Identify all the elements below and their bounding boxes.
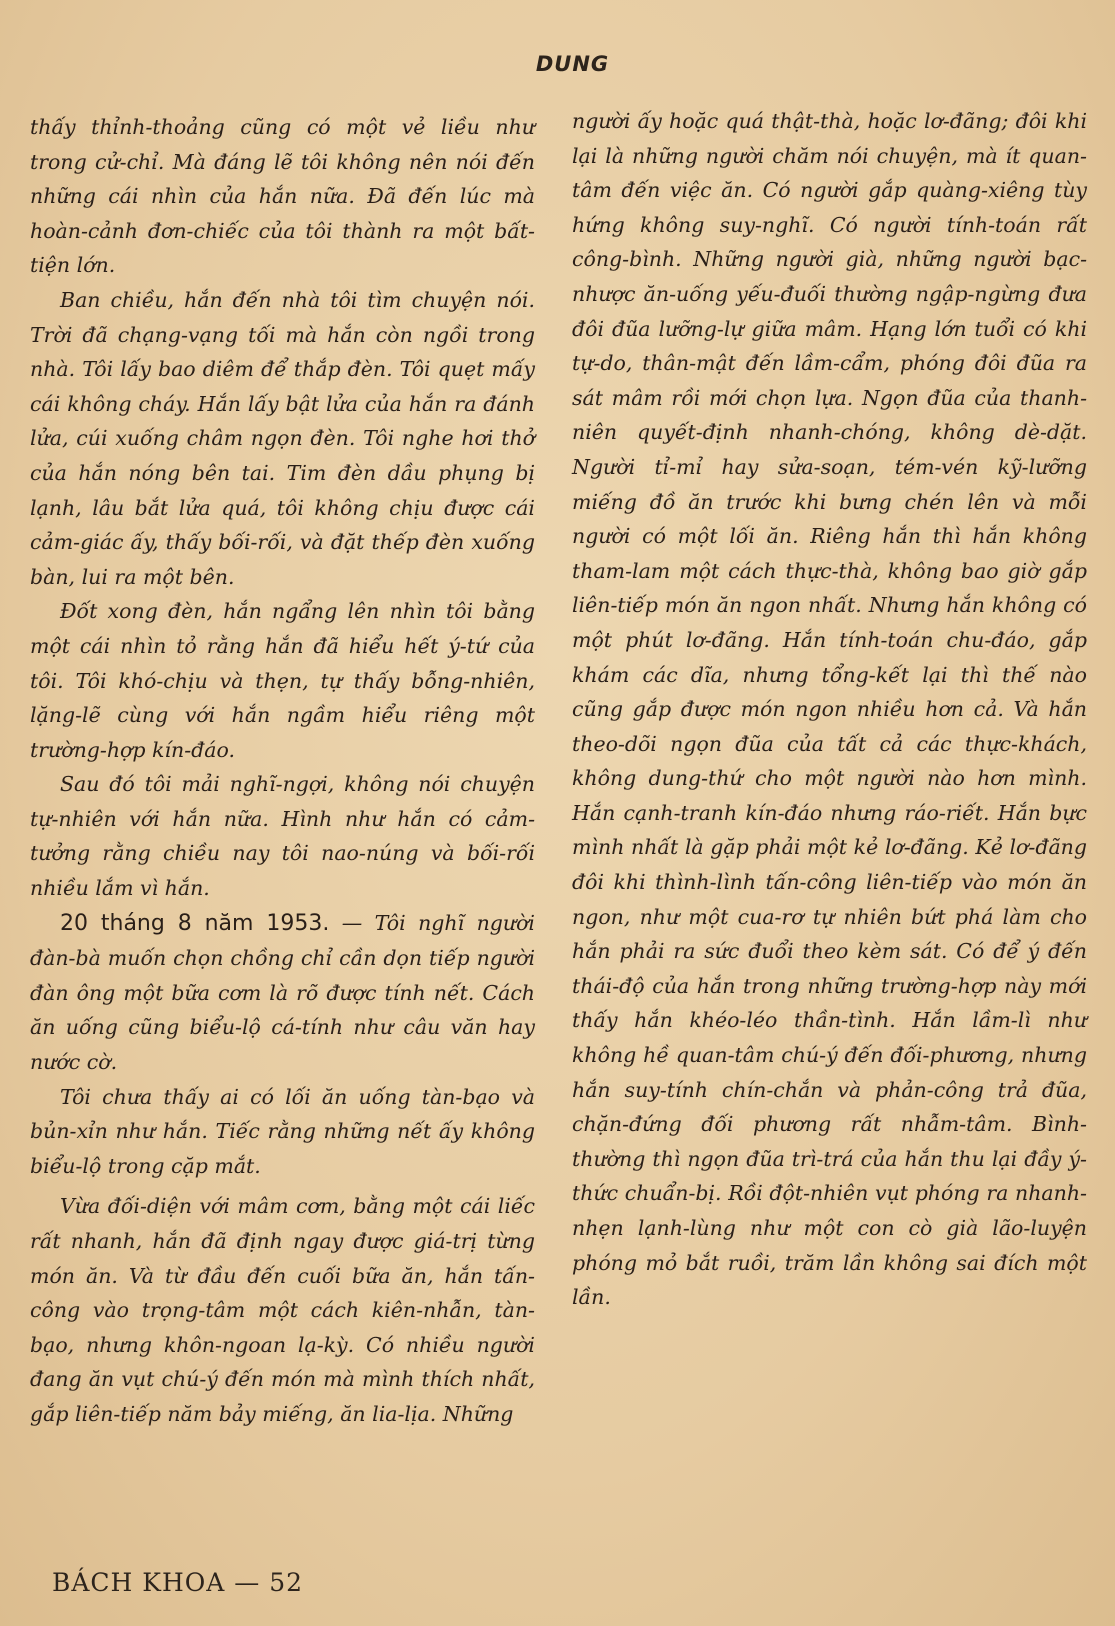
left-column [30, 110, 535, 1432]
paragraph-1: thấy thỉnh-thoảng cũng có một vẻ liều như trong cử-chỉ. Mà đáng lẽ tôi không nên nói đến những cái nhìn của hắn nữa. Đã đến lúc mà hoàn-cảnh đơn-chiếc của tôi thành ra một bất-tiện lớn. [30, 115, 535, 278]
diary-entry-text: — Tôi nghĩ người đàn-bà muốn chọn chồng chỉ cần dọn tiếp người đàn ông một bữa cơm là rõ được tính nết. Cách ăn uống cũng biểu-lộ cá-tính như câu văn hay nước cờ. [30, 910, 535, 1075]
right-column [572, 104, 1087, 1315]
paragraph-8: người ấy hoặc quá thật-thà, hoặc lơ-đãng; đôi khi lại là những người chăm nói chuyện, mà ít quan-tâm đến việc ăn. Có người gắp quàng-xiêng tùy hứng không suy-nghĩ. Có người tính-toán rất công-bình. Những người già, những người bạc-nhược ăn-uống yếu-đuối thường ngập-ngừng đưa đôi đũa lưỡng-lự giữa mâm. Hạng lớn tuổi có khi tự-do, thân-mật đến lầm-cẩm, phóng đôi đũa ra sát mâm rồi mới chọn lựa. Ngọn đũa của thanh-niên quyết-định nhanh-chóng, không dè-dặt. Người tỉ-mỉ hay sửa-soạn, tém-vén kỹ-lưỡng miếng đồ ăn trước khi bưng chén lên và mỗi người có một lối ăn. Riêng hắn thì hắn không tham-lam một cách thực-thà, không bao giờ gắp liên-tiếp món ăn ngon nhất. Nhưng hắn không có một phút lơ-đãng. Hắn tính-toán chu-đáo, gắp khám các dĩa, nhưng tổng-kết lại thì thế nào cũng gắp được món ngon nhiều hơn cả. Và hắn theo-dõi ngọn đũa của tất cả các thực-khách, không dung-thứ cho một người nào hơn mình. Hắn cạnh-tranh kín-đáo nhưng ráo-riết. Hắn bực mình nhất là gặp phải một kẻ lơ-đãng. Kẻ lơ-đãng đôi khi thình-lình tấn-công liên-tiếp vào món ăn ngon, như một cua-rơ tự nhiên bứt phá làm cho hắn phải ra sức đuổi theo kèm sát. Có để ý đến thái-độ của hắn trong những trường-hợp này mới thấy hắn khéo-léo thần-tình. Hắn lầm-lì như không hề quan-tâm chú-ý đến đối-phương, nhưng hắn suy-tính chín-chắn và phản-công trả đũa, chặn-đứng đối phương rất nhẫm-tâm. Bình-thường thì ngọn đũa trì-trá của hắn thu lại đầy ý-thức chuẩn-bị. Rồi đột-nhiên vụt phóng ra nhanh-nhẹn lạnh-lùng như một con cò già lão-luyện phóng mỏ bắt ruồi, trăm lần không sai đích một lần. [572, 109, 1087, 1310]
paragraph-3: Đốt xong đèn, hắn ngẩng lên nhìn tôi bằng một cái nhìn tỏ rằng hắn đã hiểu hết ý-tứ của tôi. Tôi khó-chịu và thẹn, tự thấy bỗng-nhiên, lặng-lẽ cùng với hắn ngầm hiểu riêng một trường-hợp kín-đáo. [30, 599, 535, 762]
paragraph-7: Vừa đối-diện với mâm cơm, bằng một cái liếc rất nhanh, hắn đã định ngay được giá-trị từng món ăn. Và từ đầu đến cuối bữa ăn, hắn tấn-công vào trọng-tâm một cách kiên-nhẫn, tàn-bạo, nhưng khôn-ngoan lạ-kỳ. Có nhiều người đang ăn vụt chú-ý đến món mà mình thích nhất, gắp liên-tiếp năm bảy miếng, ăn lia-lịa. Những [30, 1194, 535, 1426]
paragraph-2: Ban chiều, hắn đến nhà tôi tìm chuyện nói. Trời đã chạng-vạng tối mà hắn còn ngồi trong nhà. Tôi lấy bao diêm để thắp đèn. Tôi quẹt mấy cái không cháy. Hắn lấy bật lửa của hắn ra đánh lửa, cúi xuống châm ngọn đèn. Tôi nghe hơi thở của hắn nóng bên tai. Tim đèn dầu phụng bị lạnh, lâu bắt lửa quá, tôi không chịu được cái cảm-giác ấy, thấy bối-rối, và đặt thếp đèn xuống bàn, lui ra một bên. [30, 287, 535, 589]
diary-date: 20 tháng 8 năm 1953. [60, 910, 330, 936]
running-head: DUNG [535, 52, 610, 76]
paragraph-6: Tôi chưa thấy ai có lối ăn uống tàn-bạo và bủn-xỉn như hắn. Tiếc rằng những nết ấy không biểu-lộ trong cặp mắt. [30, 1084, 535, 1178]
paragraph-4: Sau đó tôi mải nghĩ-ngợi, không nói chuyện tự-nhiên với hắn nữa. Hình như hắn có cảm-tưởng rằng chiều nay tôi nao-núng và bối-rối nhiều lắm vì hắn. [30, 772, 535, 901]
diary-entry-paragraph [30, 906, 535, 1080]
page-footer: BÁCH KHOA — 52 [52, 1568, 304, 1597]
